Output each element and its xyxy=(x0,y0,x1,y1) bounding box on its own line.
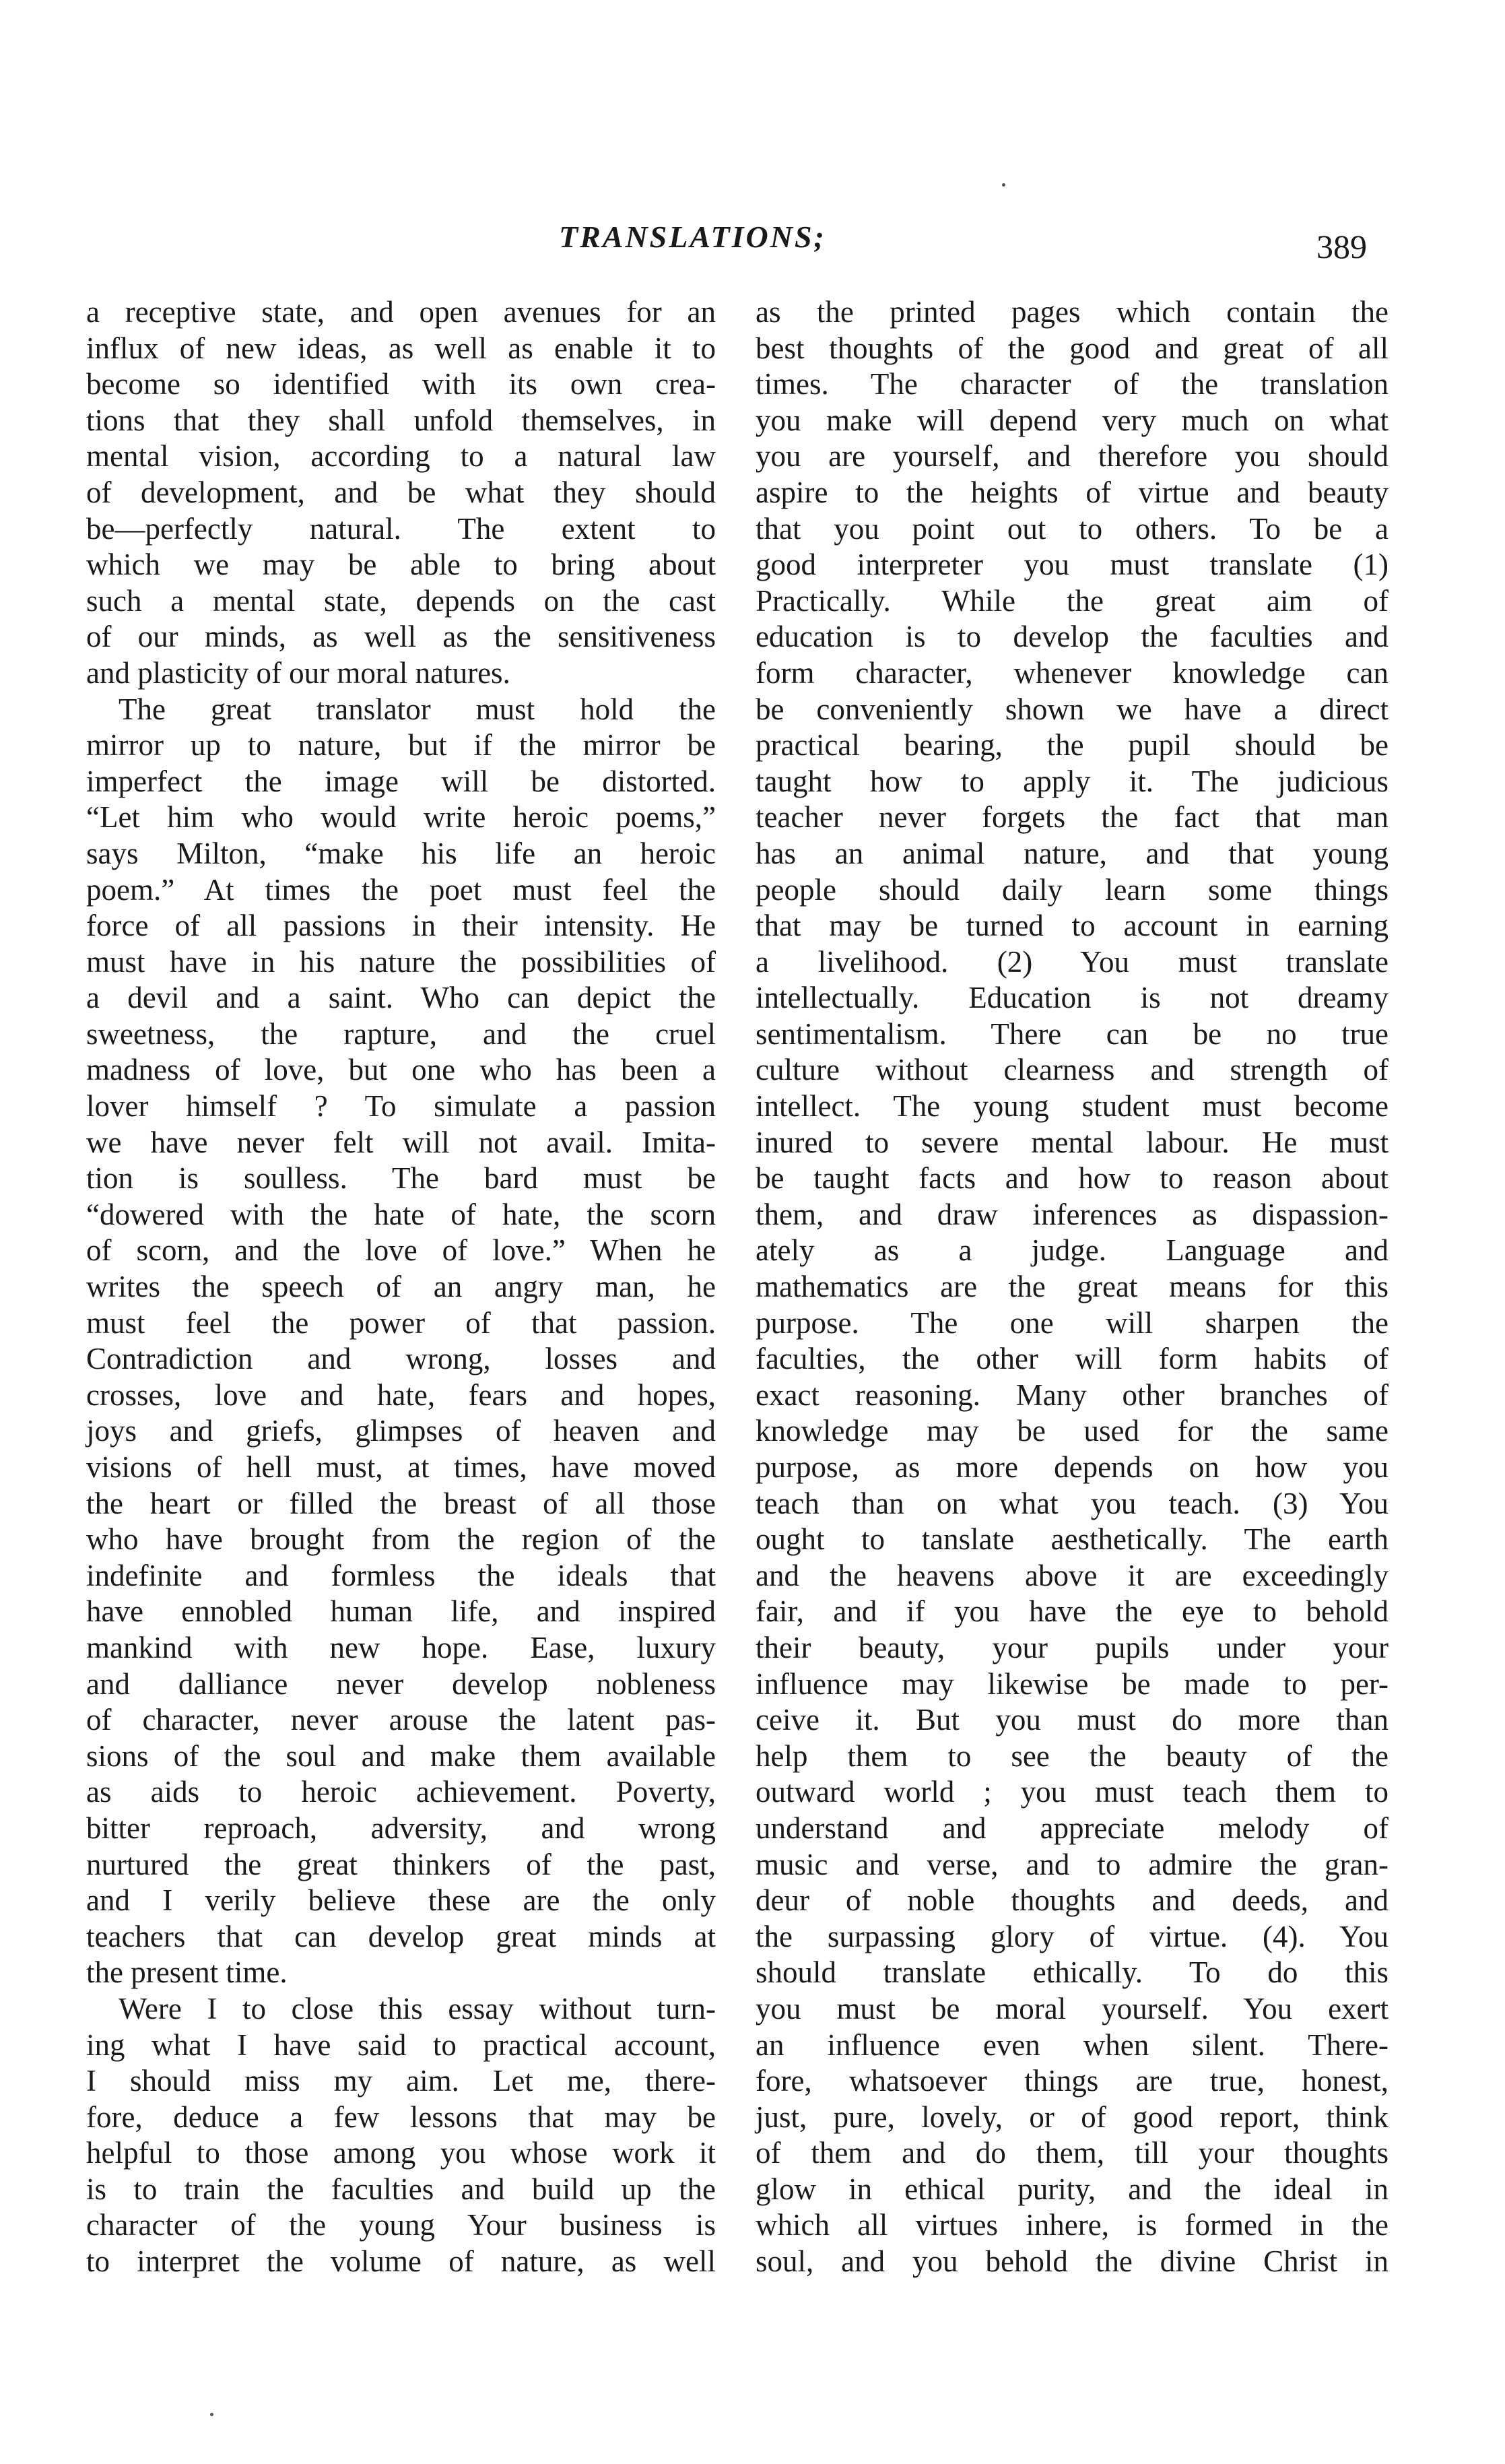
text-line: aspire to the heights of virtue and beauty xyxy=(756,475,1389,509)
text-line: purpose. The one will sharpen the xyxy=(756,1305,1389,1340)
text-line: must have in his nature the possibilities of xyxy=(86,944,716,979)
text-line: lover himself ? To simulate a passion xyxy=(86,1089,716,1124)
text-line: I should miss my aim. Let me, there- xyxy=(86,2064,716,2098)
text-line: of our minds, as well as the sensitiveness xyxy=(86,620,716,654)
text-line: help them to see the beauty of the xyxy=(756,1739,1389,1773)
text-line: ately as a judge. Language and xyxy=(756,1233,1389,1268)
text-line: mental vision, according to a natural law xyxy=(86,439,716,474)
text-line: the surpassing glory of virtue. (4). You xyxy=(756,1919,1389,1953)
text-line: and I verily believe these are the only xyxy=(86,1883,716,1918)
text-line: that you point out to others. To be a xyxy=(756,511,1389,546)
text-line: mathematics are the great means for this xyxy=(756,1270,1389,1304)
text-line: be conveniently shown we have a direct xyxy=(756,692,1389,726)
text-line: imperfect the image will be distorted. xyxy=(86,764,716,798)
text-line: and dalliance never develop nobleness xyxy=(86,1666,716,1701)
text-line: writes the speech of an angry man, he xyxy=(86,1270,716,1304)
text-line: the present time. xyxy=(86,1955,288,1990)
text-line: education is to develop the faculties and xyxy=(756,620,1389,654)
text-line: understand and appreciate melody of xyxy=(756,1811,1389,1845)
text-line: character of the young Your business is xyxy=(86,2208,716,2242)
text-line: force of all passions in their intensity. He xyxy=(86,909,716,943)
text-line: such a mental state, depends on the cast xyxy=(86,583,716,618)
text-line: “Let him who would write heroic poems,” xyxy=(86,800,716,835)
text-line: glow in ethical purity, and the ideal in xyxy=(756,2172,1389,2206)
text-line: exact reasoning. Many other branches of xyxy=(756,1377,1389,1412)
text-line: purpose, as more depends on how you xyxy=(756,1450,1389,1484)
text-line: times. The character of the translation xyxy=(756,367,1389,401)
text-line: of development, and be what they should xyxy=(86,475,716,509)
speck-mark xyxy=(210,2413,213,2416)
text-line: and plasticity of our moral natures. xyxy=(86,655,510,690)
text-line: be—perfectly natural. The extent to xyxy=(86,511,716,546)
text-line: of scorn, and the love of love.” When he xyxy=(86,1233,716,1268)
text-line: an influence even when silent. There- xyxy=(756,2028,1389,2062)
page-number: 389 xyxy=(1316,228,1367,265)
text-line: intellect. The young student must become xyxy=(756,1089,1389,1124)
text-line: says Milton, “make his life an heroic xyxy=(86,836,716,870)
text-line: taught how to apply it. The judicious xyxy=(756,764,1389,798)
text-line: deur of noble thoughts and deeds, and xyxy=(756,1883,1389,1918)
text-line: to interpret the volume of nature, as well xyxy=(86,2244,716,2279)
left-column xyxy=(86,294,716,2280)
text-line: bitter reproach, adversity, and wrong xyxy=(86,1811,716,1845)
text-line: music and verse, and to admire the gran- xyxy=(756,1847,1389,1881)
text-line: who have brought from the region of the xyxy=(86,1522,716,1557)
text-line: you are yourself, and therefore you should xyxy=(756,439,1389,474)
text-line: and the heavens above it are exceedingly xyxy=(756,1558,1389,1592)
text-line: has an animal nature, and that young xyxy=(756,836,1389,870)
text-line: you must be moral yourself. You exert xyxy=(756,1991,1389,2025)
text-line: inured to severe mental labour. He must xyxy=(756,1125,1389,1159)
text-line: soul, and you behold the divine Christ in xyxy=(756,2244,1389,2279)
text-line: poem.” At times the poet must feel the xyxy=(86,872,716,907)
text-line: culture without clearness and strength of xyxy=(756,1053,1389,1087)
text-line: we have never felt will not avail. Imita- xyxy=(86,1125,716,1159)
text-line: outward world ; you must teach them to xyxy=(756,1775,1389,1809)
text-line: a devil and a saint. Who can depict the xyxy=(86,981,716,1015)
text-line: people should daily learn some things xyxy=(756,872,1389,907)
text-line: sions of the soul and make them available xyxy=(86,1739,716,1773)
text-line: teach than on what you teach. (3) You xyxy=(756,1486,1389,1520)
text-line: Practically. While the great aim of xyxy=(756,583,1389,618)
text-line: a livelihood. (2) You must translate xyxy=(756,944,1389,979)
right-column xyxy=(756,294,1389,2280)
text-line: teacher never forgets the fact that man xyxy=(756,800,1389,835)
text-line: the heart or filled the breast of all those xyxy=(86,1486,716,1520)
text-line: “dowered with the hate of hate, the scorn xyxy=(86,1197,716,1231)
running-title: TRANSLATIONS; xyxy=(559,220,826,254)
text-line: faculties, the other will form habits of xyxy=(756,1342,1389,1376)
text-line: you make will depend very much on what xyxy=(756,403,1389,437)
text-line: teachers that can develop great minds at xyxy=(86,1919,716,1953)
text-line: their beauty, your pupils under your xyxy=(756,1630,1389,1664)
text-line: as aids to heroic achievement. Poverty, xyxy=(86,1775,716,1809)
text-line: is to train the faculties and build up the xyxy=(86,2172,716,2206)
text-line: knowledge may be used for the same xyxy=(756,1414,1389,1448)
text-line: sweetness, the rapture, and the cruel xyxy=(86,1016,716,1051)
text-line: just, pure, lovely, or of good report, think xyxy=(756,2100,1389,2134)
text-line: form character, whenever knowledge can xyxy=(756,655,1389,690)
text-line: must feel the power of that passion. xyxy=(86,1305,716,1340)
text-line: sentimentalism. There can be no true xyxy=(756,1016,1389,1051)
text-line: ceive it. But you must do more than xyxy=(756,1703,1389,1737)
text-line: best thoughts of the good and great of all xyxy=(756,331,1389,365)
speck-mark xyxy=(1002,183,1005,187)
text-line: madness of love, but one who has been a xyxy=(86,1053,716,1087)
text-line: The great translator must hold the xyxy=(119,692,716,726)
text-line: as the printed pages which contain the xyxy=(756,295,1389,329)
text-line: should translate ethically. To do this xyxy=(756,1955,1389,1990)
text-line: become so identified with its own crea- xyxy=(86,367,716,401)
text-line: nurtured the great thinkers of the past, xyxy=(86,1847,716,1881)
text-line: of them and do them, till your thoughts xyxy=(756,2136,1389,2170)
text-line: tion is soulless. The bard must be xyxy=(86,1161,716,1196)
text-line: intellectually. Education is not dreamy xyxy=(756,981,1389,1015)
text-line: them, and draw inferences as dispassion- xyxy=(756,1197,1389,1231)
text-line: visions of hell must, at times, have moved xyxy=(86,1450,716,1484)
text-line: of character, never arouse the latent pas- xyxy=(86,1703,716,1737)
text-line: good interpreter you must translate (1) xyxy=(756,548,1389,582)
text-line: mankind with new hope. Ease, luxury xyxy=(86,1630,716,1664)
text-line: fore, deduce a few lessons that may be xyxy=(86,2100,716,2134)
text-line: helpful to those among you whose work it xyxy=(86,2136,716,2170)
text-line: which we may be able to bring about xyxy=(86,548,716,582)
text-line: Contradiction and wrong, losses and xyxy=(86,1342,716,1376)
text-line: crosses, love and hate, fears and hopes, xyxy=(86,1377,716,1412)
text-line: influx of new ideas, as well as enable it to xyxy=(86,331,716,365)
text-line: influence may likewise be made to per- xyxy=(756,1666,1389,1701)
text-line: be taught facts and how to reason about xyxy=(756,1161,1389,1196)
text-line: have ennobled human life, and inspired xyxy=(86,1594,716,1629)
text-line: indefinite and formless the ideals that xyxy=(86,1558,716,1592)
text-line: Were I to close this essay without turn- xyxy=(119,1991,716,2025)
text-line: a receptive state, and open avenues for an xyxy=(86,295,716,329)
text-line: practical bearing, the pupil should be xyxy=(756,728,1389,763)
text-line: mirror up to nature, but if the mirror be xyxy=(86,728,716,763)
text-line: that may be turned to account in earning xyxy=(756,909,1389,943)
text-line: ing what I have said to practical account, xyxy=(86,2028,716,2062)
text-line: fair, and if you have the eye to behold xyxy=(756,1594,1389,1629)
text-line: fore, whatsoever things are true, honest, xyxy=(756,2064,1389,2098)
text-line: ought to tanslate aesthetically. The earth xyxy=(756,1522,1389,1557)
text-line: joys and griefs, glimpses of heaven and xyxy=(86,1414,716,1448)
page-header xyxy=(0,219,1505,265)
text-line: which all virtues inhere, is formed in the xyxy=(756,2208,1389,2242)
text-line: tions that they shall unfold themselves, in xyxy=(86,403,716,437)
